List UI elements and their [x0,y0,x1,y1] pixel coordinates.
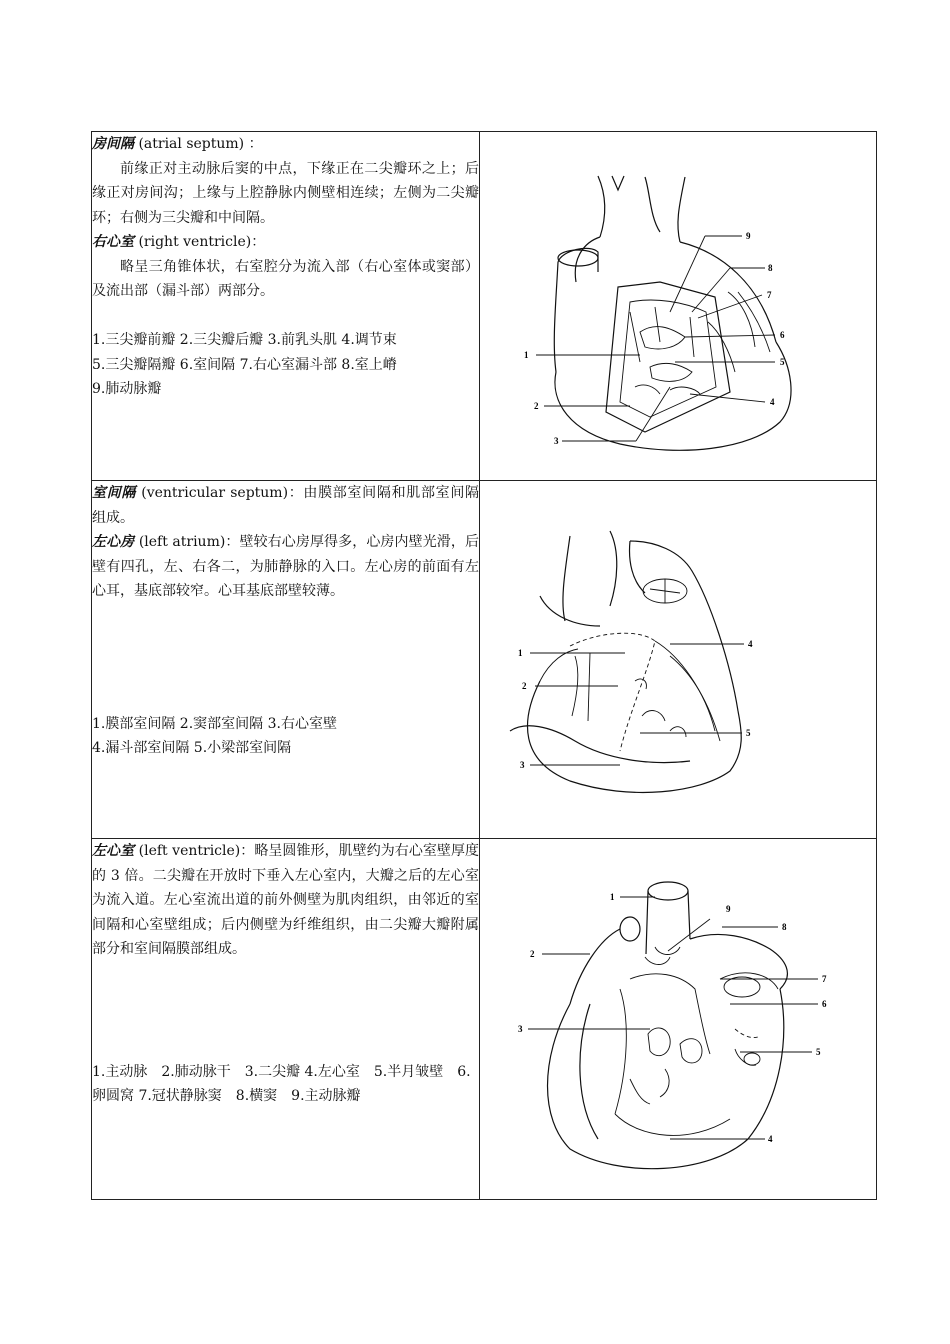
label-7: 7 [767,290,772,300]
term-sep: ： [288,485,304,501]
label-2: 2 [534,401,539,411]
label-3: 3 [518,1024,523,1034]
table-row [92,481,877,839]
label-9: 9 [726,904,731,914]
term-en: (right ventricle) [138,234,252,250]
label-2: 2 [530,949,535,959]
description: 壁较右心房厚得多，心房内壁光滑，后壁有四孔，左、右各二，为肺静脉的入口。左心房的前面有左心耳，基底部较窄。心耳基底部壁较薄。 [92,534,479,599]
table-row [92,132,877,481]
text-cell [92,481,480,839]
legend-line: 1.主动脉 2.肺动脉干 3.二尖瓣 4.左心室 5.半月皱壁 6.卵圆窝 7.冠状静脉窦 8.横窦 9.主动脉瓣 [92,1063,471,1104]
term-en: (left ventricle) [138,843,241,859]
label-1: 1 [610,892,615,902]
term-zh: 房间隔 [92,136,134,152]
description: 略呈圆锥形，肌壁约为右心室壁厚度的 3 倍。二尖瓣在开放时下垂入左心室内，大瓣之后的左心室为流入道。左心室流出道的前外侧壁为肌肉组织，由邻近的室间隔和心室壁组成；后内侧壁为纤维组织，由二尖瓣大瓣附属部分和室间隔膜部组成。 [92,843,480,957]
label-7: 7 [822,974,827,984]
legend-line: 1.三尖瓣前瓣 2.三尖瓣后瓣 3.前乳头肌 4.调节束 [92,332,397,348]
label-5: 5 [816,1047,821,1057]
term-sep: ： [251,234,266,250]
term-line [92,230,479,255]
label-1: 1 [518,648,523,658]
legend-line: 4.漏斗部室间隔 5.小梁部室间隔 [92,740,292,756]
label-8: 8 [768,263,773,273]
label-4: 4 [770,397,775,407]
figure-cell [480,481,877,839]
label-3: 3 [520,760,525,770]
description: 略呈三角锥体状，右室腔分为流入部（右心室体或窦部）及流出部（漏斗部）两部分。 [92,258,479,299]
text-cell [92,132,480,481]
term-sep: ： [225,534,240,550]
label-5: 5 [746,728,751,738]
table-row [92,839,877,1200]
term-zh: 右心室 [92,234,134,250]
label-4: 4 [748,639,753,649]
term-en: (ventricular septum) [141,485,289,501]
figure-cell [480,132,877,481]
label-8: 8 [782,922,787,932]
legend-line: 1.膜部室间隔 2.窦部室间隔 3.右心室壁 [92,715,337,732]
paragraph [92,481,479,530]
term-en: (atrial septum) [138,136,245,152]
legend-line: 9.肺动脉瓣 [92,381,162,397]
ventricular-septum-illustration [480,481,876,834]
text-cell [92,839,480,1200]
left-ventricle-illustration [480,839,876,1195]
right-ventricle-illustration [480,132,876,476]
label-4: 4 [768,1134,773,1144]
term-sep: ： [248,136,263,152]
term-zh: 室间隔 [92,485,137,501]
label-1: 1 [524,350,529,360]
description: 由膜部室间隔和肌部室间隔组成。 [92,485,480,526]
label-5: 5 [780,357,785,367]
paragraph [92,530,479,604]
label-9: 9 [746,231,751,241]
term-sep: ： [240,843,255,859]
figure-cell [480,839,877,1200]
content-table [91,131,877,1200]
label-2: 2 [522,681,527,691]
label-6: 6 [822,999,827,1009]
term-en: (left atrium) [138,534,226,550]
term-zh: 左心室 [92,843,135,859]
term-line [92,132,479,157]
term-zh: 左心房 [92,534,135,550]
label-3: 3 [554,436,559,446]
description: 前缘正对主动脉后窦的中点，下缘正在二尖瓣环之上；后缘正对房间沟；上缘与上腔静脉内侧壁相连续；左侧为二尖瓣环；右侧为三尖瓣和中间隔。 [92,160,479,226]
legend-line: 5.三尖瓣隔瓣 6.室间隔 7.右心室漏斗部 8.室上嵴 [92,356,397,373]
label-6: 6 [780,330,785,340]
paragraph [92,839,479,962]
